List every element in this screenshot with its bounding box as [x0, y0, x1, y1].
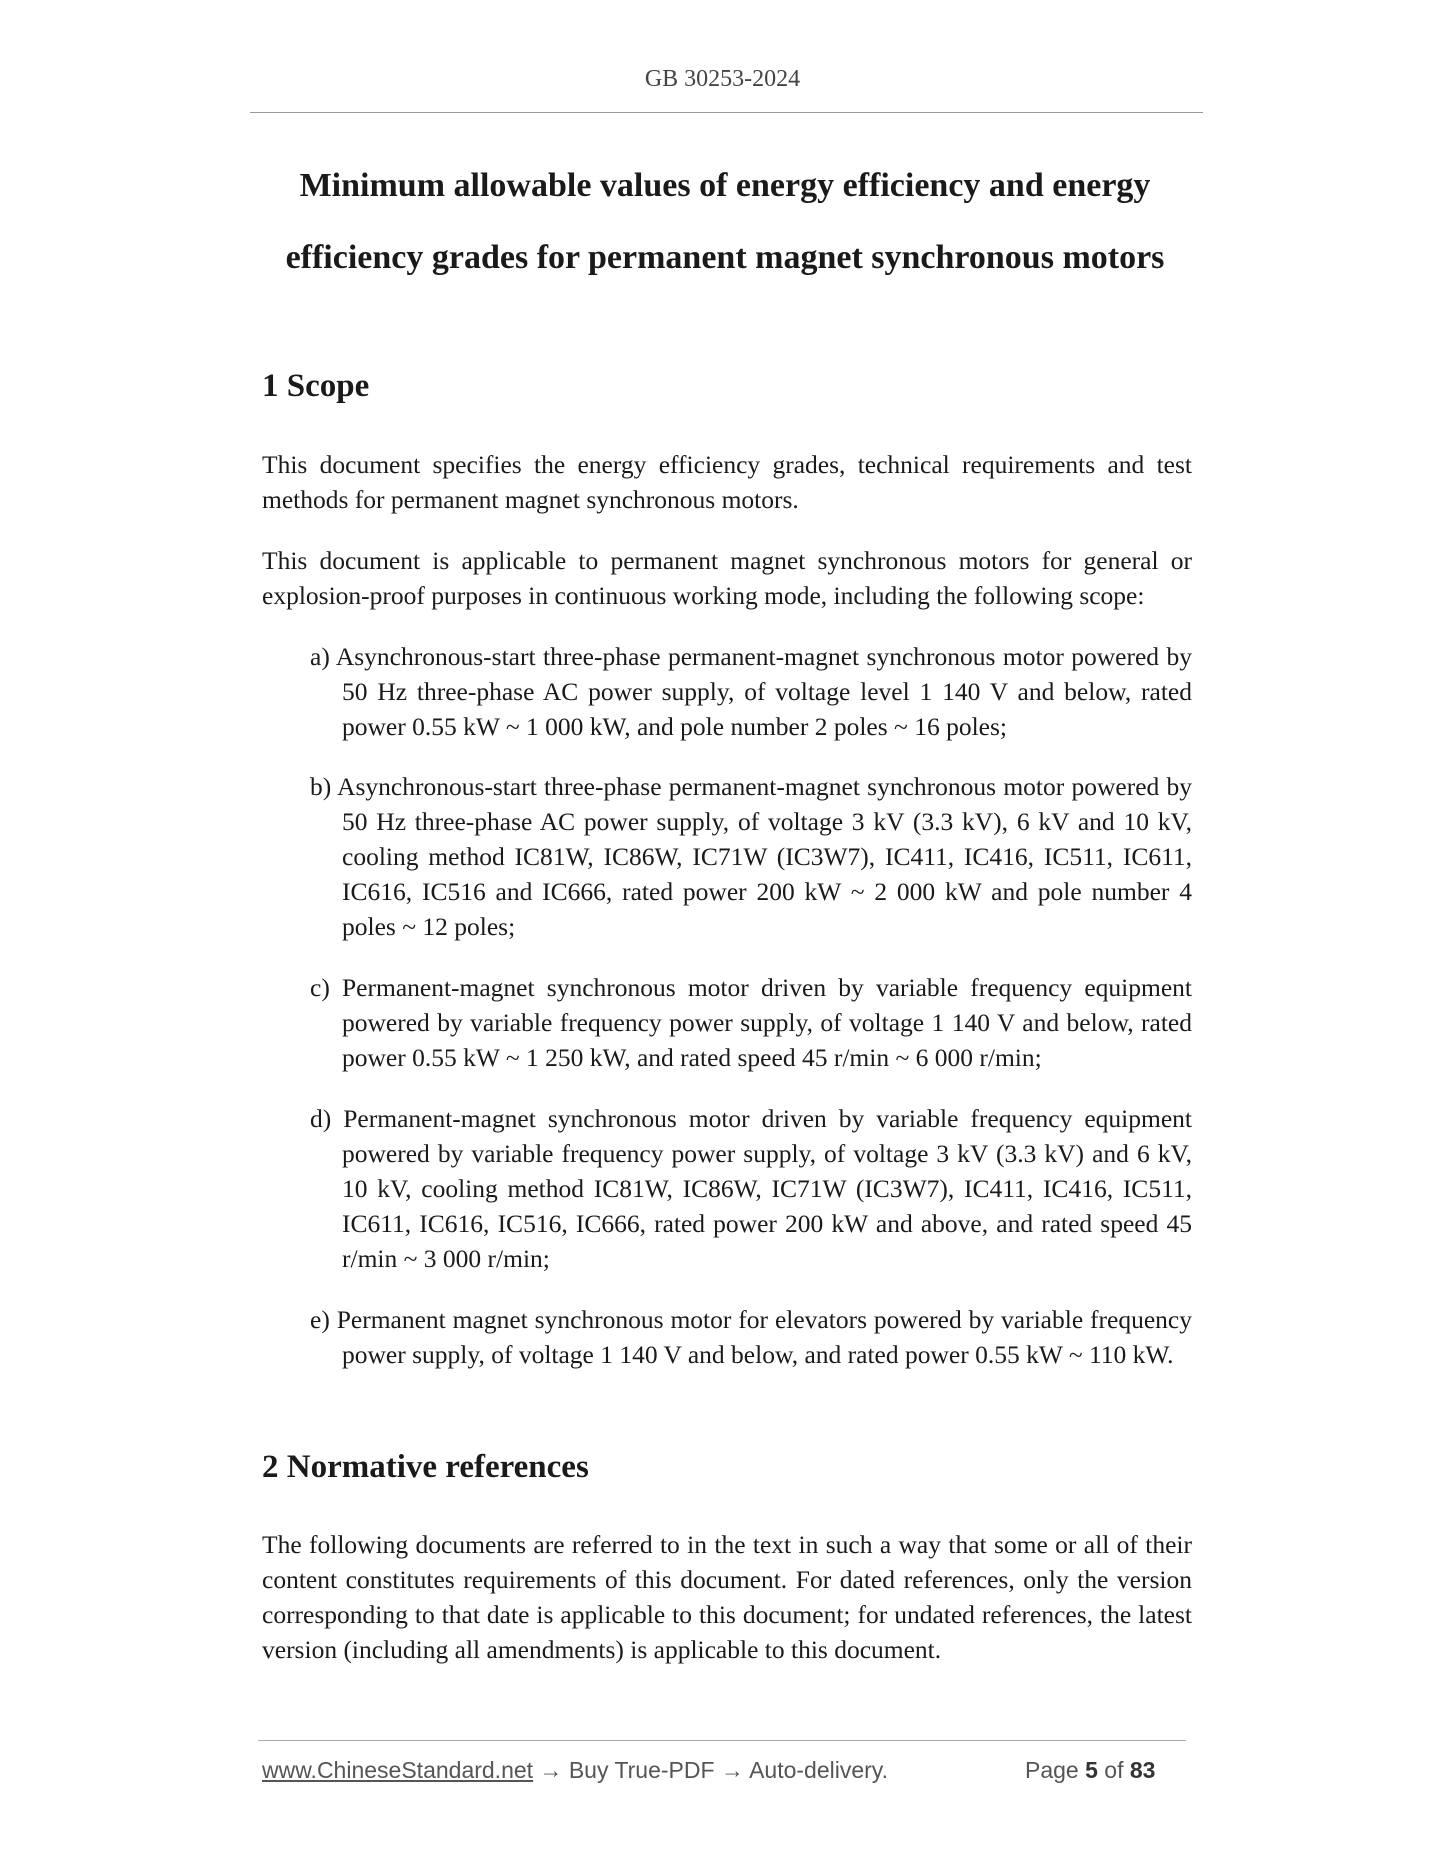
arrow-icon: →: [539, 1757, 563, 1783]
running-header: GB 30253-2024: [644, 66, 801, 92]
footer-divider: [258, 1740, 1186, 1741]
section-heading-scope: 1 Scope: [262, 368, 370, 404]
scope-item-a: a) Asynchronous-start three-phase permanent-magnet synchronous motor powered by 50 Hz three-phase AC power supply, of voltage level 1 140 V and below, rated power 0.55 kW ~ 1 000 kW, and pole number 2 poles ~ 16 poles;: [310, 642, 1192, 741]
scope-item-e: e) Permanent magnet synchronous motor for elevators powered by variable frequency power supply, of voltage 1 140 V and below, and rated power 0.55 kW ~ 110 kW.: [310, 1305, 1192, 1369]
title-line-1: Minimum allowable values of energy efficiency and energy: [299, 167, 1151, 204]
buy-text: Buy True-PDF: [568, 1757, 715, 1783]
arrow-icon: →: [720, 1757, 744, 1783]
title-line-2: efficiency grades for permanent magnet synchronous motors: [285, 239, 1165, 276]
header-divider: [250, 112, 1203, 113]
of-label: of: [1104, 1757, 1124, 1783]
scope-paragraph-2: This document is applicable to permanent magnet synchronous motors for general or explosion-proof purposes in continuous working mode, including the following scope:: [262, 546, 1192, 610]
document-title: [240, 150, 1210, 294]
site-link[interactable]: www.ChineseStandard.net: [262, 1757, 534, 1783]
delivery-text: Auto-delivery.: [749, 1757, 888, 1783]
page-indicator: [1025, 1757, 1155, 1784]
scope-item-b: b) Asynchronous-start three-phase permanent-magnet synchronous motor powered by 50 Hz three-phase AC power supply, of voltage 3 kV (3.3 kV), 6 kV and 10 kV, cooling method IC81W, IC86W, IC71W (IC3W7), IC411, IC416, IC511, IC611, IC616, IC516 and IC666, rated power 200 kW ~ 2 000 kW and pole number 4 poles ~ 12 poles;: [310, 772, 1192, 941]
page-label: Page: [1025, 1757, 1079, 1783]
scope-item-c: c) Permanent-magnet synchronous motor driven by variable frequency equipment powered by variable frequency power supply, of voltage 1 140 V and below, rated power 0.55 kW ~ 1 250 kW, and rated speed 45 r/min ~ 6 000 r/min;: [310, 973, 1192, 1072]
total-pages: 83: [1129, 1757, 1156, 1783]
page-number: 5: [1085, 1757, 1098, 1783]
scope-paragraph-1: This document specifies the energy efficiency grades, technical requirements and test methods for permanent magnet synchronous motors.: [262, 450, 1192, 514]
scope-item-d: d) Permanent-magnet synchronous motor driven by variable frequency equipment powered by variable frequency power supply, of voltage 3 kV (3.3 kV) and 6 kV, 10 kV, cooling method IC81W, IC86W, IC71W (IC3W7), IC411, IC416, IC511, IC611, IC616, IC516, IC666, rated power 200 kW and above, and rated speed 45 r/min ~ 3 000 r/min;: [310, 1104, 1192, 1273]
footer-promo: [262, 1757, 888, 1784]
section-heading-normative-references: 2 Normative references: [262, 1449, 589, 1485]
references-paragraph: The following documents are referred to in the text in such a way that some or all of their content constitutes requirements of this document. For dated references, only the version corresponding to that date is applicable to this document; for undated references, the latest version (including all amendments) is applicable to this document.: [262, 1530, 1192, 1664]
